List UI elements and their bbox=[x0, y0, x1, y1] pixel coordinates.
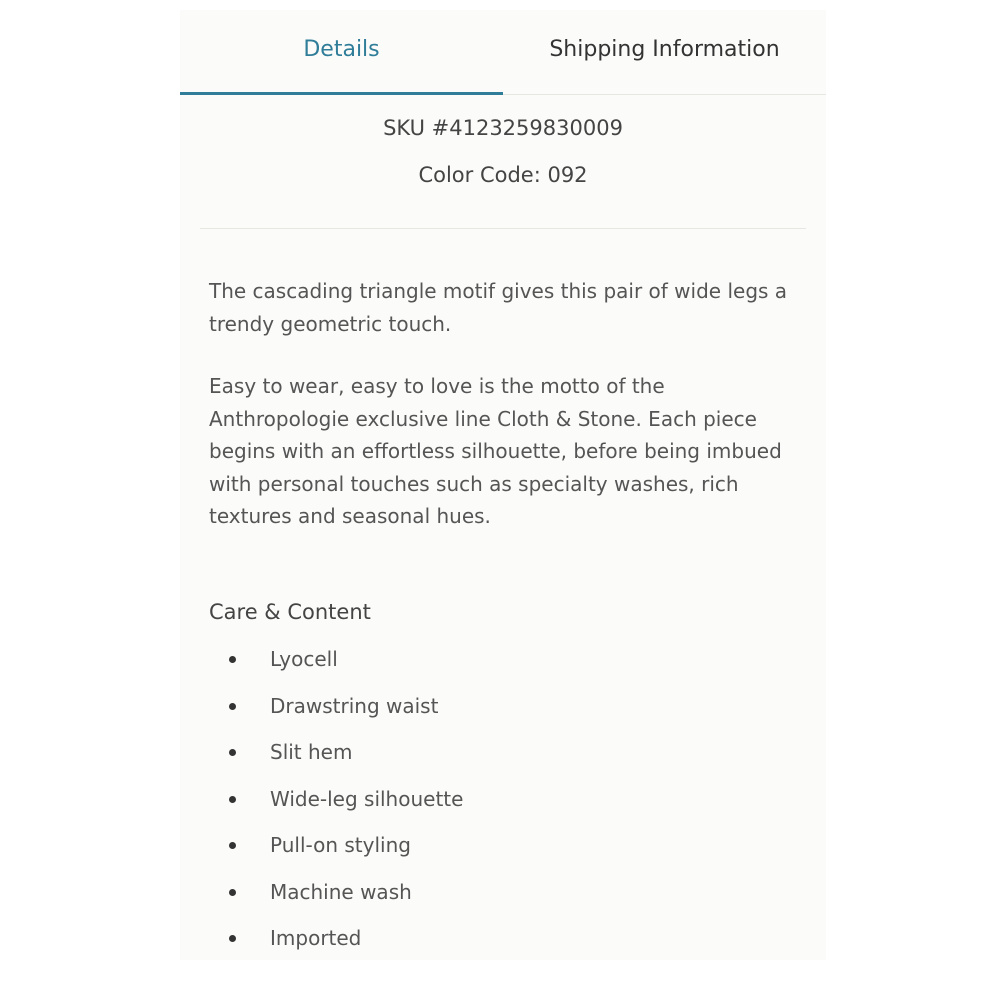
list-item-label: Slit hem bbox=[270, 740, 353, 764]
list-item bbox=[209, 643, 769, 690]
color-code-text: Color Code: 092 bbox=[418, 163, 588, 187]
care-content-list bbox=[209, 643, 769, 969]
product-codes bbox=[180, 110, 826, 204]
list-item bbox=[209, 690, 769, 737]
list-item-label: Lyocell bbox=[270, 647, 338, 671]
bullet-icon bbox=[229, 842, 236, 849]
tab-bar bbox=[180, 10, 826, 95]
product-details-panel bbox=[180, 10, 826, 960]
tab-shipping-information[interactable]: Shipping Information bbox=[549, 37, 780, 62]
list-item-label: Machine wash bbox=[270, 879, 412, 904]
bullet-icon bbox=[229, 749, 236, 756]
bullet-icon bbox=[229, 656, 236, 663]
list-item-label: Pull-on styling bbox=[270, 833, 411, 857]
list-item-label: Wide-leg silhouette bbox=[270, 786, 464, 811]
bullet-icon bbox=[229, 935, 236, 942]
list-item bbox=[209, 783, 769, 830]
list-item-label: Imported bbox=[270, 926, 362, 950]
list-item bbox=[209, 736, 769, 783]
list-item bbox=[209, 876, 769, 923]
description-paragraph: Easy to wear, easy to love is the motto of the Anthropologie exclusive line Cloth & Stone. Each piece begins with an effortless silhouette, before being imbued with personal touches such as specialty washes, rich textures and seasonal hues. bbox=[209, 374, 782, 528]
description-paragraph: The cascading triangle motif gives this pair of wide legs a trendy geometric touch. bbox=[209, 279, 788, 336]
divider bbox=[200, 228, 806, 229]
list-item bbox=[209, 922, 769, 969]
list-item bbox=[209, 829, 769, 876]
bullet-icon bbox=[229, 796, 236, 803]
bullet-icon bbox=[229, 703, 236, 710]
list-item-label: Drawstring waist bbox=[270, 693, 439, 718]
bullet-icon bbox=[229, 889, 236, 896]
care-content-heading: Care & Content bbox=[209, 600, 371, 624]
sku-text: SKU #4123259830009 bbox=[383, 116, 623, 140]
product-description bbox=[209, 275, 809, 563]
tab-details[interactable]: Details bbox=[180, 10, 503, 94]
